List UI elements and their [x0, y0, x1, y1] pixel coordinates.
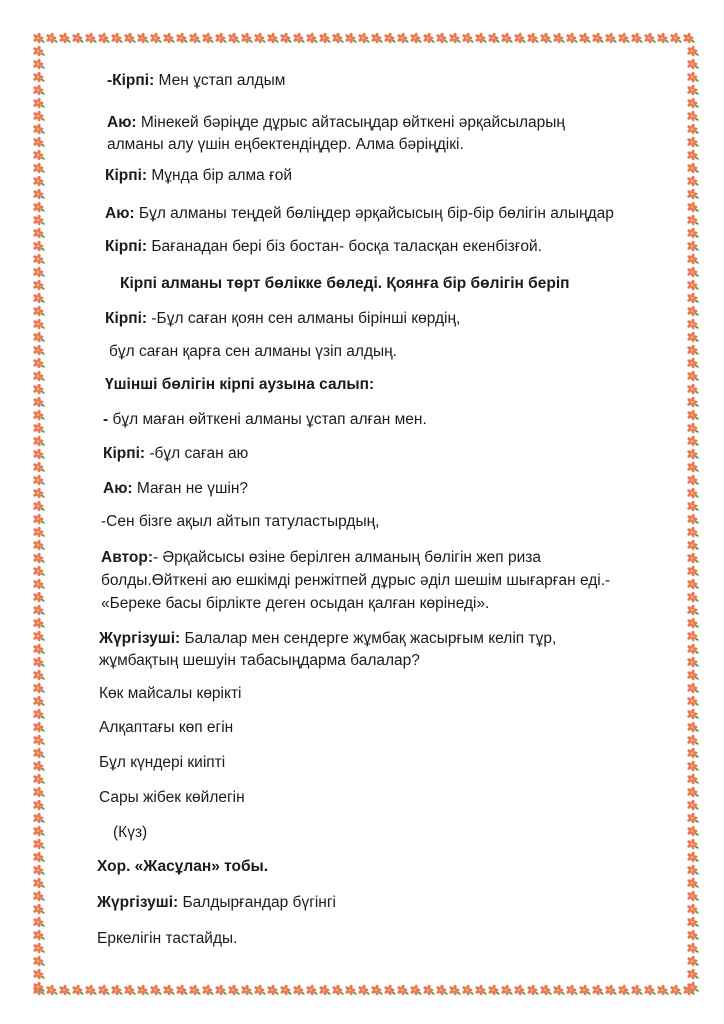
text-line: Сары жібек көйлегін — [99, 789, 245, 806]
text-line: Алқаптағы көп егін — [99, 719, 234, 736]
text-line: алманы алу үшін еңбектендіңдер. Алма бәріңдікі. — [107, 136, 464, 153]
text-line: (Күз) — [113, 824, 148, 841]
text-line: «Береке басы бірлікте деген осыдан қалған көрінеді». — [101, 595, 490, 612]
text-line: Үшінші бөлігін кірпі аузына салып: — [105, 376, 375, 393]
text-line: Аю: Бұл алманы теңдей бөліңдер әрқайсысың бір-бір бөлігін алыңдар — [105, 205, 614, 222]
text-line: Жүргізуші: Балдырғандар бүгінгі — [97, 894, 336, 911]
text-line: Жүргізуші: Балалар мен сендерге жұмбақ жасырғым келіп тұр, — [99, 630, 557, 647]
text-line: Аю: Мінекей бәріңде дұрыс айтасыңдар өйткені әрқайсыларың — [107, 114, 565, 131]
text-line: - бұл маған өйткені алманы ұстап алған мен. — [103, 411, 427, 428]
text-line: Хор. «Жасұлан» тобы. — [97, 858, 269, 875]
text-line: Кірпі: Бағанадан бері біз бостан- босқа таласқан екенбізғой. — [105, 238, 543, 255]
text-line: -Сен бізге ақыл айтып татуластырдың, — [101, 513, 380, 530]
text-line: Аю: Маған не үшін? — [103, 480, 249, 497]
text-line: Автор:- Әрқайсысы өзіне берілген алманың бөлігін жеп риза — [101, 549, 541, 566]
text-line: Еркелігін тастайды. — [97, 930, 238, 947]
text-line: бұл саған қарға сен алманы үзіп алдың. — [109, 343, 397, 360]
text-line: Кірпі: -Бұл саған қоян сен алманы бірінші көрдің, — [105, 310, 461, 327]
text-line: Кірпі алманы төрт бөлікке бөледі. Қоянға бір бөлігін беріп — [120, 275, 570, 292]
text-line: болды.Өйткені аю ешкімді ренжітпей дұрыс әділ шешім шығарған еді.- — [101, 572, 611, 589]
text-line: Кірпі: Мұнда бір алма ғой — [105, 167, 293, 184]
text-line: -Кірпі: Мен ұстап алдым — [107, 72, 286, 89]
text-line: жұмбақтың шешуін табасыңдарма балалар? — [99, 652, 420, 669]
text-line: Бұл күндері киіпті — [99, 754, 226, 771]
text-line: Кірпі: -бұл саған аю — [103, 445, 249, 462]
text-line: Көк майсалы көрікті — [99, 685, 242, 702]
